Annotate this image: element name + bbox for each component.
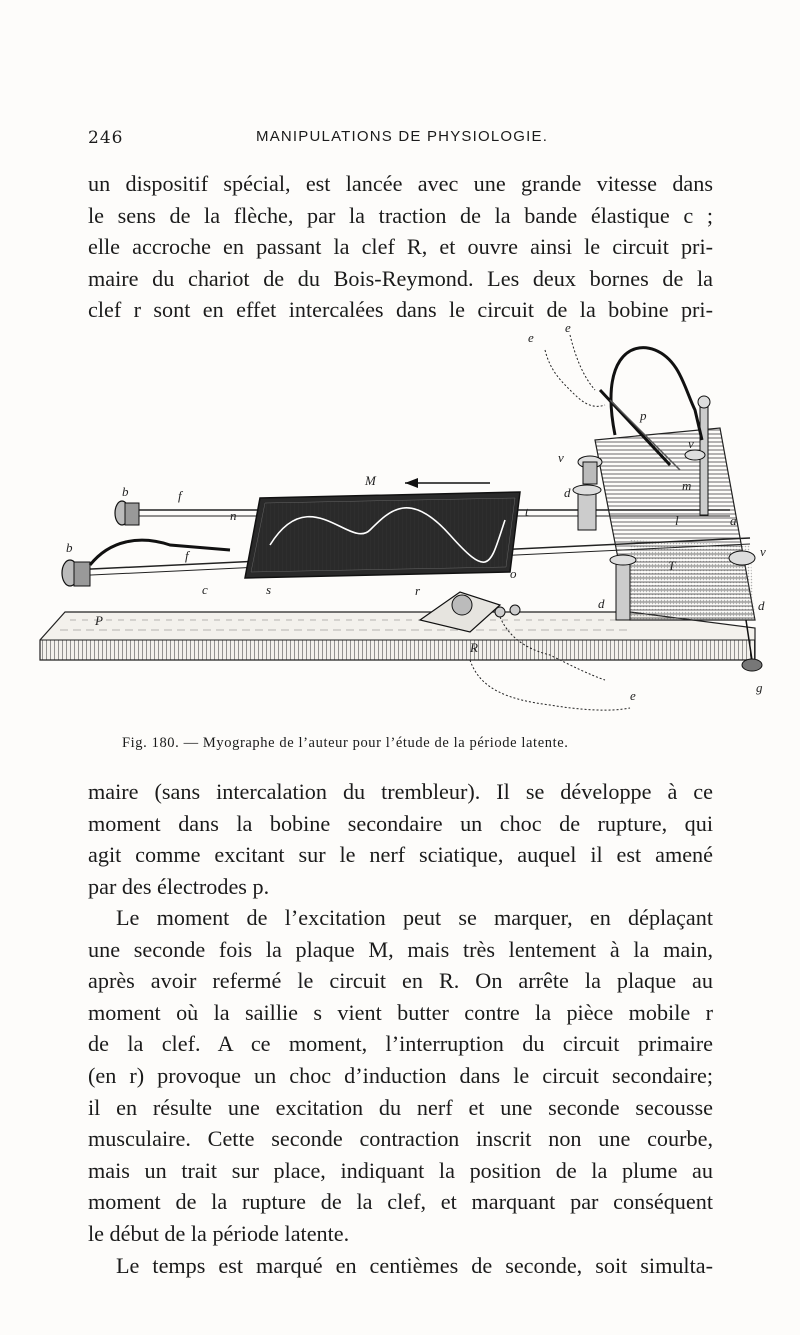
text-line: le sens de la flèche, par la traction de la bande élastique c ;	[88, 202, 713, 228]
text-line: le début de la période latente.	[88, 1220, 350, 1246]
paragraph-bottom	[88, 776, 713, 902]
label-e-top: e	[528, 330, 534, 345]
text-line: moment où la saillie s vient butter contre la pièce mobile r	[88, 999, 713, 1025]
plate-m	[245, 492, 520, 578]
label-m-small: m	[682, 478, 692, 493]
label-s: s	[266, 582, 272, 597]
text-line: mais un trait sur place, indiquant la position de la plume au	[88, 1157, 713, 1183]
label-a: a	[730, 513, 737, 528]
label-b-left: b	[66, 540, 73, 555]
text-line: maire du chariot de du Bois-Reymond. Les deux bornes de la	[88, 265, 713, 291]
label-m: M	[365, 473, 376, 488]
paragraph-top	[88, 168, 713, 326]
label-v-right: v	[688, 436, 694, 451]
label-c: c	[202, 582, 208, 597]
text-line: agit comme excitant sur le nerf sciatique, auquel il est amené	[88, 842, 713, 868]
figure-caption: Fig. 180. — Myographe de l’auteur pour l’étude de la période latente.	[122, 735, 569, 751]
paragraph-second	[88, 902, 713, 1250]
label-d-mid: d	[598, 596, 605, 611]
text-line: il en résulte une excitation du nerf et une seconde secousse	[88, 1094, 713, 1120]
text-line: Le moment de l’excitation peut se marquer, en déplaçant	[116, 905, 713, 930]
text-line: moment dans la bobine secondaire un choc de rupture, qui	[88, 810, 713, 836]
label-d-right: d	[758, 598, 765, 613]
left-pulleys	[62, 501, 230, 586]
label-f-mid: f	[185, 548, 189, 563]
page-number: 246	[88, 128, 124, 148]
label-e-bottom: e	[630, 688, 636, 703]
text-line: elle accroche en passant la clef R, et ouvre ainsi le circuit pri-	[88, 234, 713, 260]
running-head	[88, 128, 713, 154]
label-v-far: v	[760, 544, 766, 559]
label-r: r	[415, 583, 421, 598]
label-l: l	[675, 513, 679, 528]
label-R: R	[470, 640, 478, 655]
text-line: maire (sans intercalation du trembleur). Il se développe à ce	[88, 779, 713, 804]
text-line: musculaire. Cette seconde contraction inscrit non une courbe,	[88, 1126, 713, 1152]
label-b-top: b	[122, 484, 129, 499]
label-p: p	[640, 408, 647, 423]
direction-arrow	[405, 478, 490, 488]
label-d-top: d	[564, 485, 571, 500]
label-n: n	[230, 508, 237, 523]
text-line: Le temps est marqué en centièmes de seconde, soit simulta-	[116, 1253, 713, 1278]
label-v-left: v	[558, 450, 564, 465]
label-g: g	[756, 680, 763, 695]
label-P: P	[95, 613, 103, 628]
label-e-top2: e	[565, 320, 571, 335]
text-line: moment de la rupture de la clef, et marquant par conséquent	[88, 1189, 713, 1215]
running-title: MANIPULATIONS DE PHYSIOLOGIE.	[256, 128, 549, 145]
label-T: T	[668, 558, 676, 573]
text-line: par des électrodes p.	[88, 873, 270, 899]
label-o: o	[510, 566, 517, 581]
paragraph-third	[88, 1250, 713, 1282]
label-t: t	[525, 504, 529, 519]
myograph-figure	[30, 320, 780, 730]
text-line: de la clef. A ce moment, l’interruption du circuit primaire	[88, 1031, 713, 1057]
label-f-top: f	[178, 488, 182, 503]
text-line: après avoir refermé le circuit en R. On arrête la plaque au	[88, 968, 713, 994]
text-line: clef r sont en effet intercalées dans le circuit de la bobine pri-	[88, 297, 713, 323]
text-line: (en r) provoque un choc d’induction dans le circuit secondaire;	[88, 1062, 713, 1088]
text-line: une seconde fois la plaque M, mais très lentement à la main,	[88, 936, 713, 962]
text-line: un dispositif spécial, est lancée avec une grande vitesse dans	[88, 171, 713, 196]
